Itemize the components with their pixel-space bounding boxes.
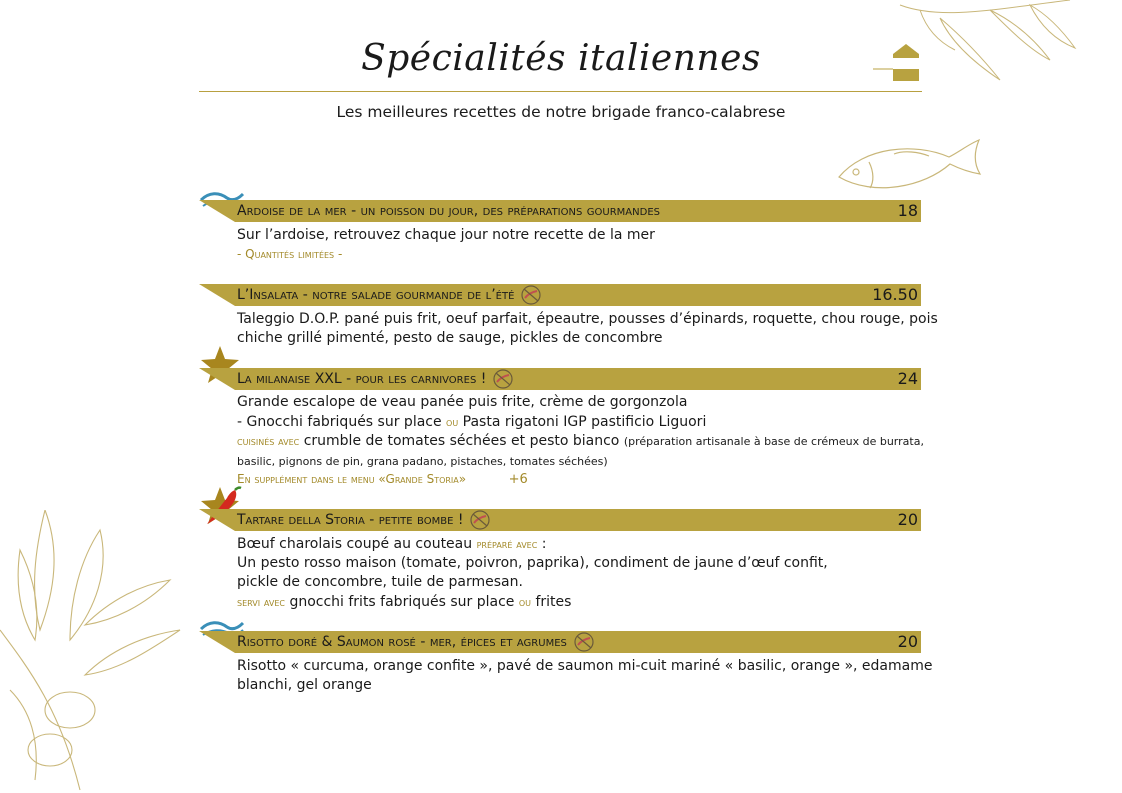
menu-item-options xyxy=(237,413,706,432)
or-label: ou xyxy=(446,415,459,429)
menu-item-title-text: L’Insalata - notre salade gourmande de l’été xyxy=(237,287,515,303)
menu-item-title xyxy=(237,284,542,306)
menu-item-description: basilic, pignons de pin, grana padano, pistaches, tomates séchées) xyxy=(237,455,608,468)
menu-item-description: Taleggio D.O.P. pané puis frit, oeuf parfait, épeautre, pousses d’épinards, roquette, chou rouge, pois xyxy=(237,311,938,327)
option-gnocchi: - Gnocchi fabriqués sur place xyxy=(237,414,442,430)
page-subtitle: Les meilleures recettes de notre brigade franco-calabrese xyxy=(336,103,786,121)
menu-item-price: 24 xyxy=(897,369,918,388)
hand-icon xyxy=(573,632,595,652)
menu-item-description: chiche grillé pimenté, pesto de sauge, pickles de concombre xyxy=(237,330,663,346)
option-pasta: Pasta rigatoni IGP pastificio Liguori xyxy=(462,414,707,430)
menu-item-description xyxy=(237,535,546,554)
served-with-label: servi avec xyxy=(237,595,285,609)
description-text: Bœuf charolais coupé au couteau xyxy=(237,536,473,552)
olive-branch-icon xyxy=(0,510,190,793)
menu-item-price: 20 xyxy=(897,510,918,529)
or-label: ou xyxy=(518,595,531,609)
menu-item-price: 18 xyxy=(897,201,918,220)
menu-item-title: Ardoise de la mer - un poisson du jour, des préparations gourmandes xyxy=(237,203,660,219)
hand-icon xyxy=(492,369,514,389)
menu-item-price: 20 xyxy=(897,632,918,651)
hand-icon xyxy=(469,510,491,530)
cooked-with-detail: (préparation artisanale à base de crémeux de burrata, xyxy=(623,435,924,448)
served-with-text: gnocchi frits fabriqués sur place xyxy=(289,594,515,610)
menu-item-title-text: La milanaise XXL - pour les carnivores ! xyxy=(237,371,487,387)
menu-item-description: pickle de concombre, tuile de parmesan. xyxy=(237,574,523,590)
menu-item-served-with xyxy=(237,593,571,612)
menu-item-description: Risotto « curcuma, orange confite », pavé de saumon mi-cuit mariné « basilic, orange », edamame xyxy=(237,658,933,674)
served-with-alt: frites xyxy=(535,594,572,610)
menu-item-note: - Quantités limitées - xyxy=(237,247,343,261)
menu-item-title xyxy=(237,631,595,653)
menu-item-title-text: Risotto doré & Saumon rosé - mer, épices et agrumes xyxy=(237,634,567,650)
supplement-price: +6 xyxy=(508,472,528,487)
menu-item-description: Grande escalope de veau panée puis frite, crème de gorgonzola xyxy=(237,394,688,410)
menu-item-description: Un pesto rosso maison (tomate, poivron, paprika), condiment de jaune d’œuf confit, xyxy=(237,555,828,571)
cooked-with-text: crumble de tomates séchées et pesto bianco xyxy=(303,433,620,449)
menu-item-cooked-with xyxy=(237,432,924,451)
menu-item-description: Sur l’ardoise, retrouvez chaque jour notre recette de la mer xyxy=(237,227,655,243)
fish-icon xyxy=(834,132,984,202)
menu-item-price: 16.50 xyxy=(872,285,918,304)
menu-item-title-text: Tartare della Storia - petite bombe ! xyxy=(237,512,464,528)
menu-item-title xyxy=(237,368,514,390)
hand-icon xyxy=(520,285,542,305)
menu-item-supplement xyxy=(237,470,528,489)
menu-item-description: blanchi, gel orange xyxy=(237,677,372,693)
page-title: Spécialités italiennes xyxy=(361,38,761,79)
menu-item-title xyxy=(237,509,491,531)
cooked-with-label: cuisinés avec xyxy=(237,434,300,448)
description-colon: : xyxy=(541,536,547,552)
prepared-with-label: préparé avec xyxy=(476,537,538,551)
title-divider xyxy=(199,91,922,92)
supplement-label: En supplément dans le menu «Grande Storia» xyxy=(237,472,467,486)
